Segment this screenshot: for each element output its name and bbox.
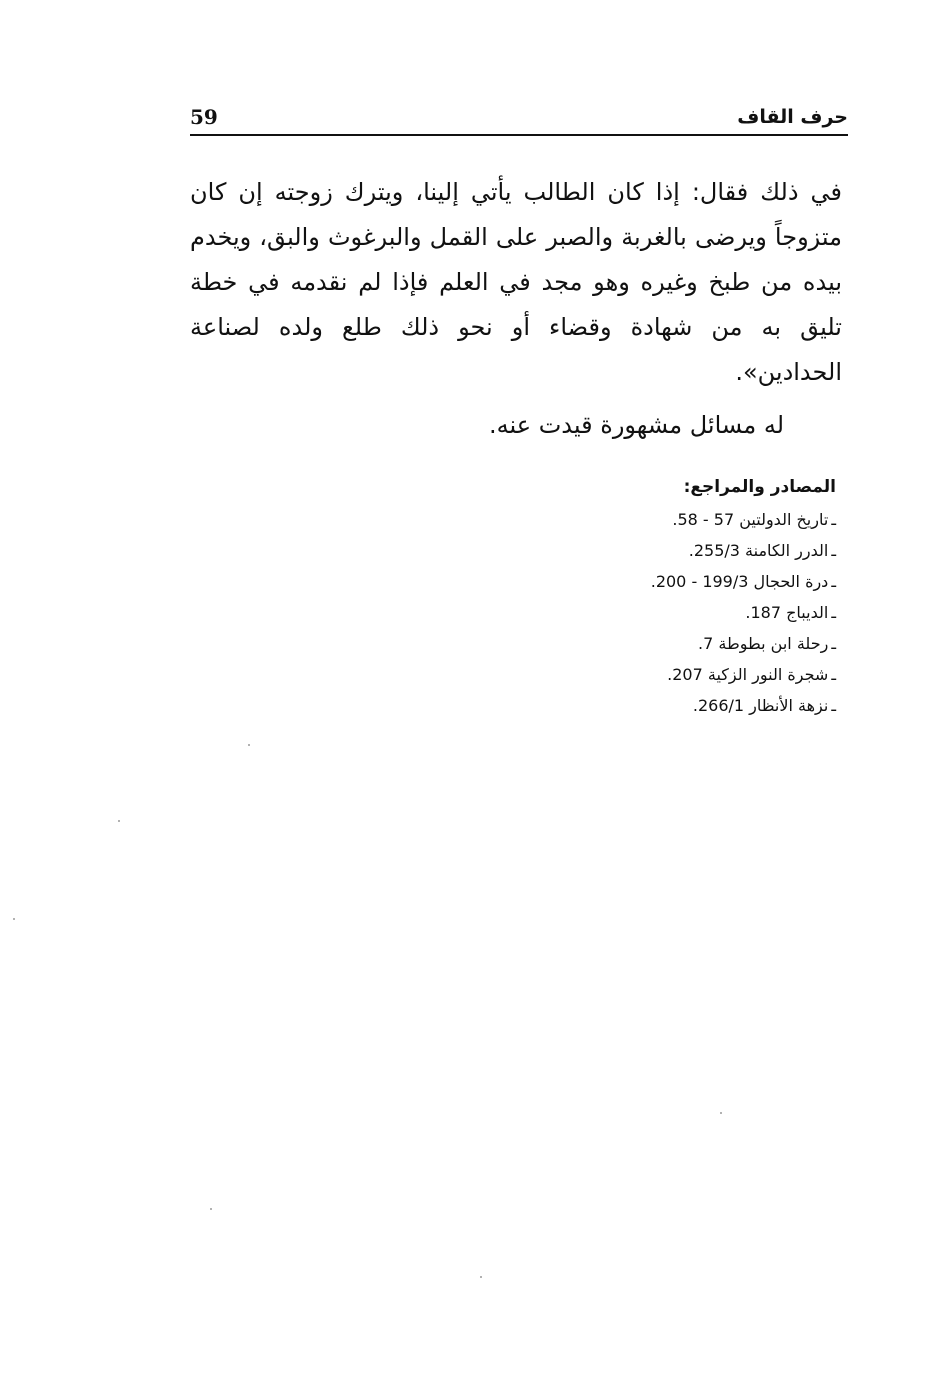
- sources-section: [560, 472, 836, 721]
- scan-speck: [13, 918, 15, 920]
- scan-speck: [480, 1276, 482, 1278]
- list-bullet: ـ: [831, 634, 836, 653]
- header-divider: [190, 134, 848, 136]
- list-bullet: ـ: [831, 510, 836, 529]
- source-citation: تاريخ الدولتين 57 - 58.: [672, 510, 829, 529]
- source-citation: درة الحجال 199/3 - 200.: [650, 572, 829, 591]
- sources-list-item: [560, 690, 836, 721]
- list-bullet: ـ: [831, 603, 836, 622]
- sources-list-item: [560, 566, 836, 597]
- body-text: [190, 170, 842, 448]
- running-title: حرف القاف: [737, 106, 848, 128]
- page-header: [190, 104, 848, 138]
- sources-list-item: [560, 535, 836, 566]
- source-citation: شجرة النور الزكية 207.: [667, 665, 829, 684]
- list-bullet: ـ: [831, 696, 836, 715]
- list-bullet: ـ: [831, 665, 836, 684]
- list-bullet: ـ: [831, 572, 836, 591]
- body-paragraph-1: في ذلك فقال: إذا كان الطالب يأتي إلينا، ويترك زوجته إن كان متزوجاً ويرضى بالغربة والصبر على القمل والبرغوث والبق، ويخدم بيده من طبخ وغيره وهو مجد في العلم فإذا لم نقدمه في خطة تليق به من شهادة وقضاء أو نحو ذلك طلع ولده لصناعة الحدادين».: [190, 178, 842, 386]
- sources-list: [560, 504, 836, 721]
- scan-speck: [248, 744, 250, 746]
- source-citation: نزهة الأنظار 266/1.: [692, 696, 829, 715]
- sources-list-item: [560, 659, 836, 690]
- source-citation: الدرر الكامنة 255/3.: [688, 541, 829, 560]
- scan-speck: [210, 1208, 212, 1210]
- scan-speck: [720, 1112, 722, 1114]
- page-number: 59: [190, 105, 218, 129]
- sources-list-item: [560, 504, 836, 535]
- list-bullet: ـ: [831, 541, 836, 560]
- sources-heading: المصادر والمراجع:: [683, 477, 836, 497]
- sources-list-item: [560, 628, 836, 659]
- scan-speck: [118, 820, 120, 822]
- source-citation: رحلة ابن بطوطة 7.: [698, 634, 829, 653]
- sources-list-item: [560, 597, 836, 628]
- body-paragraph-2: له مسائل مشهورة قيدت عنه.: [489, 411, 784, 439]
- source-citation: الديباج 187.: [745, 603, 829, 622]
